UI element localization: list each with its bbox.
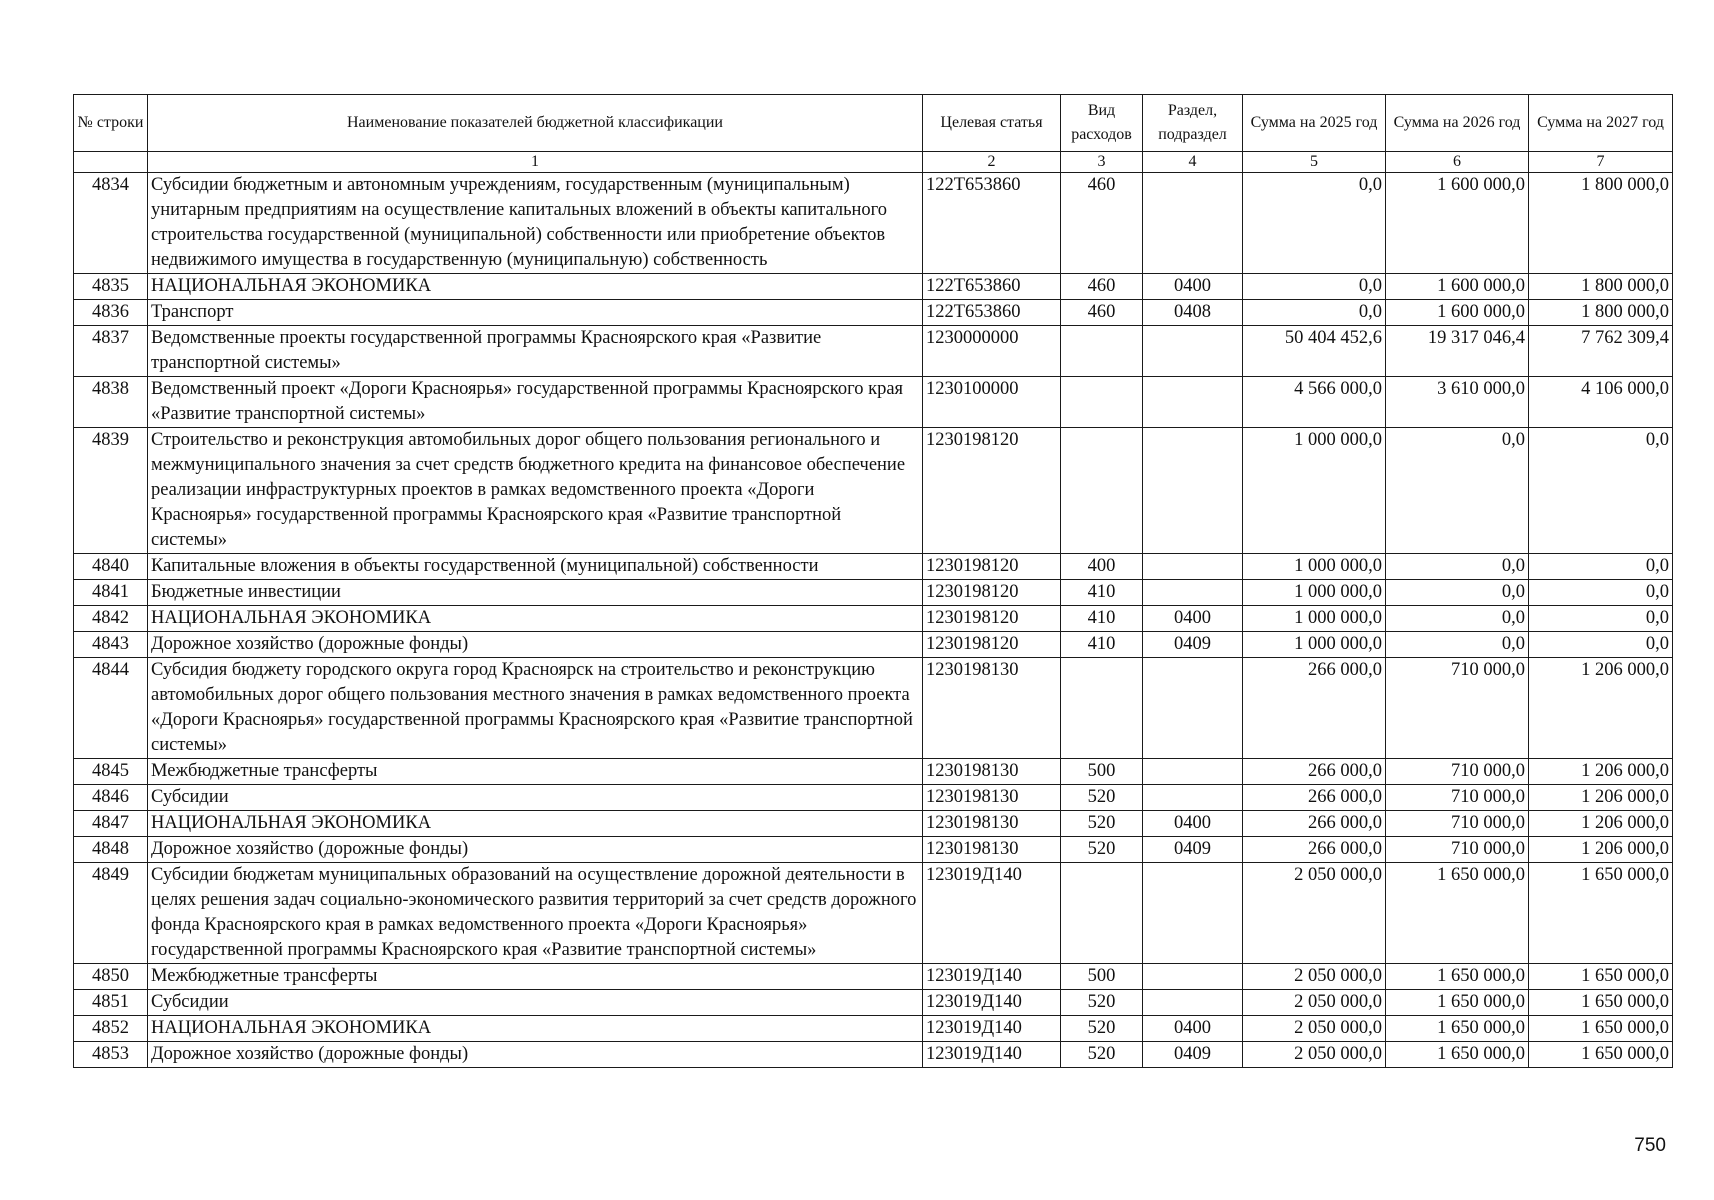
sum-2027: 1 800 000,0 — [1529, 173, 1673, 274]
sum-2026: 0,0 — [1386, 606, 1529, 632]
table-row — [74, 173, 1673, 274]
row-number: 4837 — [74, 326, 148, 377]
sum-2025: 1 000 000,0 — [1243, 428, 1386, 554]
indicator-name: НАЦИОНАЛЬНАЯ ЭКОНОМИКА — [148, 606, 923, 632]
column-number: 1 — [148, 152, 923, 173]
section-code — [1143, 554, 1243, 580]
target-item-code: 1230198120 — [923, 554, 1061, 580]
sum-2027: 7 762 309,4 — [1529, 326, 1673, 377]
indicator-name: Субсидия бюджету городского округа город Красноярск на строительство и реконструкцию автомобильных дорог общего пользования местного значения в рамках ведомственного проекта «Дороги Красноярья» государственной программы Красноярского края «Развитие транспортной системы» — [148, 658, 923, 759]
sum-2027: 1 206 000,0 — [1529, 785, 1673, 811]
table-row — [74, 377, 1673, 428]
sum-2025: 2 050 000,0 — [1243, 1016, 1386, 1042]
sum-2026: 1 600 000,0 — [1386, 300, 1529, 326]
indicator-name: Бюджетные инвестиции — [148, 580, 923, 606]
row-number: 4845 — [74, 759, 148, 785]
header-sum-2027: Сумма на 2027 год — [1529, 95, 1673, 152]
table-row — [74, 964, 1673, 990]
row-number: 4841 — [74, 580, 148, 606]
sum-2025: 266 000,0 — [1243, 837, 1386, 863]
sum-2025: 1 000 000,0 — [1243, 554, 1386, 580]
sum-2026: 19 317 046,4 — [1386, 326, 1529, 377]
row-number: 4847 — [74, 811, 148, 837]
sum-2027: 1 206 000,0 — [1529, 811, 1673, 837]
expense-type-code: 520 — [1061, 1016, 1143, 1042]
section-code: 0400 — [1143, 274, 1243, 300]
section-code — [1143, 964, 1243, 990]
target-item-code: 1230198130 — [923, 837, 1061, 863]
table-row — [74, 274, 1673, 300]
section-code: 0409 — [1143, 1042, 1243, 1068]
row-number: 4851 — [74, 990, 148, 1016]
target-item-code: 123019Д140 — [923, 990, 1061, 1016]
expense-type-code: 520 — [1061, 785, 1143, 811]
expense-type-code — [1061, 863, 1143, 964]
sum-2025: 266 000,0 — [1243, 658, 1386, 759]
sum-2026: 710 000,0 — [1386, 658, 1529, 759]
header-name: Наименование показателей бюджетной классификации — [148, 95, 923, 152]
section-code: 0409 — [1143, 632, 1243, 658]
indicator-name: НАЦИОНАЛЬНАЯ ЭКОНОМИКА — [148, 811, 923, 837]
expense-type-code: 410 — [1061, 580, 1143, 606]
row-number: 4849 — [74, 863, 148, 964]
table-row — [74, 606, 1673, 632]
sum-2026: 0,0 — [1386, 632, 1529, 658]
target-item-code: 123019Д140 — [923, 863, 1061, 964]
sum-2027: 1 206 000,0 — [1529, 837, 1673, 863]
target-item-code: 1230198130 — [923, 785, 1061, 811]
sum-2025: 1 000 000,0 — [1243, 580, 1386, 606]
table-row — [74, 300, 1673, 326]
page-number: 750 — [1634, 1135, 1666, 1156]
sum-2027: 0,0 — [1529, 428, 1673, 554]
target-item-code: 123019Д140 — [923, 964, 1061, 990]
indicator-name: Межбюджетные трансферты — [148, 759, 923, 785]
sum-2026: 710 000,0 — [1386, 759, 1529, 785]
sum-2026: 1 650 000,0 — [1386, 1016, 1529, 1042]
sum-2026: 0,0 — [1386, 428, 1529, 554]
sum-2025: 0,0 — [1243, 173, 1386, 274]
table-row — [74, 658, 1673, 759]
indicator-name: Субсидии бюджетным и автономным учреждениям, государственным (муниципальным) унитарным предприятиям на осуществление капитальных вложений в объекты капитального строительства государственной (муниципальной) собственности или приобретение объектов недвижимого имущества в государственную (муниципальную) собственность — [148, 173, 923, 274]
column-number: 4 — [1143, 152, 1243, 173]
sum-2027: 1 800 000,0 — [1529, 274, 1673, 300]
target-item-code: 1230198130 — [923, 759, 1061, 785]
expense-type-code — [1061, 326, 1143, 377]
table-row — [74, 1016, 1673, 1042]
expense-type-code: 460 — [1061, 274, 1143, 300]
sum-2027: 0,0 — [1529, 632, 1673, 658]
sum-2026: 710 000,0 — [1386, 837, 1529, 863]
section-code — [1143, 580, 1243, 606]
indicator-name: НАЦИОНАЛЬНАЯ ЭКОНОМИКА — [148, 1016, 923, 1042]
indicator-name: Дорожное хозяйство (дорожные фонды) — [148, 1042, 923, 1068]
expense-type-code: 520 — [1061, 1042, 1143, 1068]
table-row — [74, 811, 1673, 837]
expense-type-code: 460 — [1061, 300, 1143, 326]
table-row — [74, 837, 1673, 863]
sum-2027: 0,0 — [1529, 606, 1673, 632]
sum-2025: 2 050 000,0 — [1243, 964, 1386, 990]
table-body — [74, 173, 1673, 1068]
sum-2027: 1 650 000,0 — [1529, 1016, 1673, 1042]
section-code — [1143, 326, 1243, 377]
header-expense-type: Вид расходов — [1061, 95, 1143, 152]
column-number: 3 — [1061, 152, 1143, 173]
expense-type-code: 410 — [1061, 606, 1143, 632]
target-item-code: 1230198120 — [923, 606, 1061, 632]
indicator-name: НАЦИОНАЛЬНАЯ ЭКОНОМИКА — [148, 274, 923, 300]
sum-2027: 4 106 000,0 — [1529, 377, 1673, 428]
section-code — [1143, 785, 1243, 811]
sum-2026: 1 650 000,0 — [1386, 863, 1529, 964]
sum-2027: 1 650 000,0 — [1529, 964, 1673, 990]
expense-type-code: 520 — [1061, 990, 1143, 1016]
header-row — [74, 95, 1673, 152]
table-row — [74, 554, 1673, 580]
table-row — [74, 580, 1673, 606]
section-code — [1143, 863, 1243, 964]
column-number — [74, 152, 148, 173]
sum-2027: 1 206 000,0 — [1529, 759, 1673, 785]
sum-2027: 1 206 000,0 — [1529, 658, 1673, 759]
sum-2027: 1 800 000,0 — [1529, 300, 1673, 326]
header-target-item: Целевая статья — [923, 95, 1061, 152]
row-number: 4835 — [74, 274, 148, 300]
expense-type-code: 520 — [1061, 837, 1143, 863]
target-item-code: 1230000000 — [923, 326, 1061, 377]
row-number: 4844 — [74, 658, 148, 759]
sum-2025: 1 000 000,0 — [1243, 632, 1386, 658]
section-code — [1143, 173, 1243, 274]
section-code — [1143, 428, 1243, 554]
expense-type-code: 520 — [1061, 811, 1143, 837]
row-number: 4846 — [74, 785, 148, 811]
sum-2025: 266 000,0 — [1243, 759, 1386, 785]
sum-2027: 1 650 000,0 — [1529, 1042, 1673, 1068]
sum-2027: 0,0 — [1529, 554, 1673, 580]
sum-2025: 50 404 452,6 — [1243, 326, 1386, 377]
target-item-code: 122Т653860 — [923, 173, 1061, 274]
table-row — [74, 326, 1673, 377]
table-row — [74, 863, 1673, 964]
expense-type-code — [1061, 377, 1143, 428]
sum-2025: 2 050 000,0 — [1243, 990, 1386, 1016]
header-section: Раздел, подраздел — [1143, 95, 1243, 152]
header-sum-2026: Сумма на 2026 год — [1386, 95, 1529, 152]
indicator-name: Капитальные вложения в объекты государственной (муниципальной) собственности — [148, 554, 923, 580]
indicator-name: Межбюджетные трансферты — [148, 964, 923, 990]
sum-2025: 266 000,0 — [1243, 785, 1386, 811]
sum-2025: 0,0 — [1243, 274, 1386, 300]
target-item-code: 123019Д140 — [923, 1042, 1061, 1068]
row-number: 4848 — [74, 837, 148, 863]
section-code — [1143, 658, 1243, 759]
row-number: 4850 — [74, 964, 148, 990]
target-item-code: 1230198130 — [923, 658, 1061, 759]
target-item-code: 123019Д140 — [923, 1016, 1061, 1042]
sum-2025: 266 000,0 — [1243, 811, 1386, 837]
indicator-name: Транспорт — [148, 300, 923, 326]
target-item-code: 122Т653860 — [923, 274, 1061, 300]
expense-type-code — [1061, 658, 1143, 759]
column-number: 6 — [1386, 152, 1529, 173]
section-code: 0400 — [1143, 811, 1243, 837]
expense-type-code: 410 — [1061, 632, 1143, 658]
row-number: 4843 — [74, 632, 148, 658]
header-row-no: № строки — [74, 95, 148, 152]
row-number: 4852 — [74, 1016, 148, 1042]
row-number: 4834 — [74, 173, 148, 274]
table-row — [74, 759, 1673, 785]
table-row — [74, 990, 1673, 1016]
table-row — [74, 785, 1673, 811]
sum-2026: 1 650 000,0 — [1386, 990, 1529, 1016]
section-code: 0408 — [1143, 300, 1243, 326]
section-code — [1143, 377, 1243, 428]
table-row — [74, 428, 1673, 554]
sum-2025: 2 050 000,0 — [1243, 1042, 1386, 1068]
target-item-code: 122Т653860 — [923, 300, 1061, 326]
row-number: 4838 — [74, 377, 148, 428]
sum-2027: 1 650 000,0 — [1529, 863, 1673, 964]
sum-2025: 2 050 000,0 — [1243, 863, 1386, 964]
target-item-code: 1230198130 — [923, 811, 1061, 837]
sum-2027: 0,0 — [1529, 580, 1673, 606]
sum-2026: 710 000,0 — [1386, 785, 1529, 811]
sum-2026: 1 600 000,0 — [1386, 173, 1529, 274]
section-code: 0400 — [1143, 1016, 1243, 1042]
budget-table — [73, 94, 1673, 1068]
target-item-code: 1230100000 — [923, 377, 1061, 428]
target-item-code: 1230198120 — [923, 632, 1061, 658]
row-number: 4836 — [74, 300, 148, 326]
indicator-name: Субсидии бюджетам муниципальных образований на осуществление дорожной деятельности в целях решения задач социально-экономического развития территорий за счет средств дорожного фонда Красноярского края в рамках ведомственного проекта «Дороги Красноярья» государственной программы Красноярского края «Развитие транспортной системы» — [148, 863, 923, 964]
sum-2026: 1 650 000,0 — [1386, 964, 1529, 990]
section-code — [1143, 759, 1243, 785]
column-number-row — [74, 152, 1673, 173]
table-row — [74, 632, 1673, 658]
sum-2026: 0,0 — [1386, 580, 1529, 606]
column-number: 7 — [1529, 152, 1673, 173]
row-number: 4839 — [74, 428, 148, 554]
sum-2026: 1 600 000,0 — [1386, 274, 1529, 300]
row-number: 4840 — [74, 554, 148, 580]
section-code — [1143, 990, 1243, 1016]
sum-2025: 1 000 000,0 — [1243, 606, 1386, 632]
sum-2026: 710 000,0 — [1386, 811, 1529, 837]
expense-type-code: 460 — [1061, 173, 1143, 274]
target-item-code: 1230198120 — [923, 428, 1061, 554]
expense-type-code — [1061, 428, 1143, 554]
expense-type-code: 400 — [1061, 554, 1143, 580]
indicator-name: Ведомственные проекты государственной программы Красноярского края «Развитие транспортной системы» — [148, 326, 923, 377]
indicator-name: Ведомственный проект «Дороги Красноярья» государственной программы Красноярского края «Развитие транспортной системы» — [148, 377, 923, 428]
sum-2026: 0,0 — [1386, 554, 1529, 580]
sum-2026: 3 610 000,0 — [1386, 377, 1529, 428]
table-row — [74, 1042, 1673, 1068]
indicator-name: Субсидии — [148, 785, 923, 811]
indicator-name: Дорожное хозяйство (дорожные фонды) — [148, 632, 923, 658]
indicator-name: Строительство и реконструкция автомобильных дорог общего пользования регионального и межмуниципального значения за счет средств бюджетного кредита на финансовое обеспечение реализации инфраструктурных проектов в рамках ведомственного проекта «Дороги Красноярья» государственной программы Красноярского края «Развитие транспортной системы» — [148, 428, 923, 554]
row-number: 4853 — [74, 1042, 148, 1068]
indicator-name: Дорожное хозяйство (дорожные фонды) — [148, 837, 923, 863]
target-item-code: 1230198120 — [923, 580, 1061, 606]
expense-type-code: 500 — [1061, 759, 1143, 785]
column-number: 5 — [1243, 152, 1386, 173]
sum-2027: 1 650 000,0 — [1529, 990, 1673, 1016]
expense-type-code: 500 — [1061, 964, 1143, 990]
section-code: 0400 — [1143, 606, 1243, 632]
indicator-name: Субсидии — [148, 990, 923, 1016]
sum-2026: 1 650 000,0 — [1386, 1042, 1529, 1068]
sum-2025: 0,0 — [1243, 300, 1386, 326]
row-number: 4842 — [74, 606, 148, 632]
column-number: 2 — [923, 152, 1061, 173]
header-sum-2025: Сумма на 2025 год — [1243, 95, 1386, 152]
sum-2025: 4 566 000,0 — [1243, 377, 1386, 428]
section-code: 0409 — [1143, 837, 1243, 863]
